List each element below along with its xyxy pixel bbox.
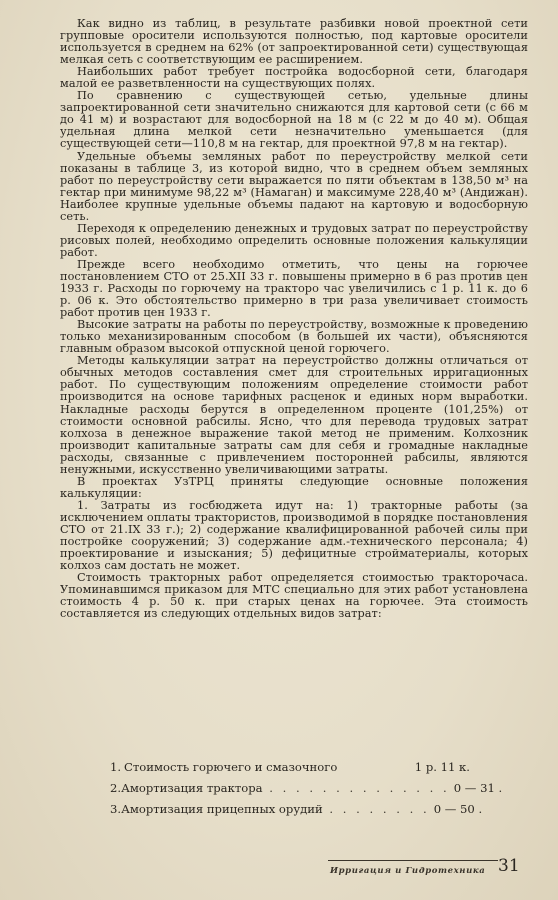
paragraph-8: Методы калькуляции затрат на переустройство должны отличаться от обычных методов составления смет для строительных ирригационных работ. По существующим положениям определение стоимости работ производится на основе тарифных расценок и единых норм выработки. Накладные расходы берутся в определенном проценте (101,25%) от стоимости основной рабсилы. Ясно, что для перевода трудовых затрат колхоза в денежное выражение такой метод не применим. Колхозник производит капитальные затраты сам для себя и громадные накладные расходы, связанные с привлечением посторонней рабсилы, являются ненужными, искусственно увеличивающими затраты. [60,354,528,476]
paragraph-5: Переходя к определению денежных и трудовых затрат по переустройству рисовых полей, необходимо определить основные положения калькуляции работ. [60,221,528,259]
running-footer-journal-title: Ирригация и Гидротехника [330,866,486,876]
cost-item [110,778,503,799]
leader-dots [337,757,410,778]
page-number: 31 [498,856,520,876]
cost-item-name: Амортизация трактора [121,781,263,795]
footer-divider [328,860,498,861]
cost-item-value: 0 — 31 . [453,781,503,795]
paragraph-1: Как видно из таблиц, в результате разбивки новой проектной сети групповые оросители используются полностью, под картовые оросители используется в среднем на 62% (от запроектированной сети) существующая мелкая сеть с соответствующим ее расширением. [60,17,528,67]
leader-dots: . . . . . . . . [322,802,430,816]
paragraph-9: В проектах УзТРЦ приняты следующие основные положения калькуляции: [60,474,528,500]
paragraph-2: Наибольших работ требует постройка водосборной сети, благодаря малой ее разветвленности на существующих полях. [60,65,528,91]
cost-item [110,799,483,820]
cost-item-number: 1. [110,760,122,774]
paragraph-11: Стоимость тракторных работ определяется стоимостью тракторочаса. Упоминавшимся приказом для МТС специально для этих работ установлена стоимость 4 р. 50 к. при старых ценах на горючее. Эта стоимость составляется из следующих отдельных видов затрат: [60,571,528,621]
cost-item-value: 0 — 50 . [433,802,483,816]
cost-item-name: Стоимость горючего и смазочного [124,760,338,774]
cost-item-number: 3. [110,802,122,816]
paragraph-3: По сравнению с существующей сетью, удельные длины запроектированной сети значительно снижаются для картовой сети (с 66 м до 41 м) и возрастают для водосборной на 18 м (с 22 м до 40 м). Общая удельная длина мелкой сети незначительно уменьшается (для существующей сети—110,8 м на гектар, для проектной 97,8 м на гектар). [60,89,528,151]
cost-list [110,757,503,820]
cost-item-name: Амортизация прицепных орудий [121,802,323,816]
leader-dots: . . . . . . . . . . . . . . [262,781,450,795]
body-text [60,18,528,620]
paragraph-10: 1. Затраты из госбюджета идут на: 1) тракторные работы (за исключением оплаты трактористов, производимой в порядке постановления СТО от 21.IX 33 г.); 2) содержание квалифицированной рабочей силы при постройке сооружений; 3) содержание адм.-технического персонала; 4) проектирование и изыскания; 5) дефицитные стройматериалы, которых колхоз сам достать не может. [60,498,528,573]
cost-item [110,757,470,778]
paragraph-7: Высокие затраты на работы по переустройству, возможные к проведению только механизированным способом (в большей их части), объясняются главным образом высокой отпускной ценой горючего. [60,318,528,356]
cost-item-number: 2. [110,781,122,795]
paragraph-4: Удельные объемы земляных работ по переустройству мелкой сети показаны в таблице 3, из которой видно, что в среднем объем земляных работ по переустройству сети выражается по пяти объектам в 138,50 м³ на гектар при минимуме 98,22 м³ (Намаган) и максимуме 228,40 м³ (Андижан). Наиболее крупные удельные объемы падают на картовую и водосборную сеть. [60,149,528,223]
paragraph-6: Прежде всего необходимо отметить, что цены на горючее постановлением СТО от 25.XII 33 г. повышены примерно в 6 раз против цен 1933 г. Расходы по горючему на тракторо час увеличились с 1 р. 11 к. до 6 р. 06 к. Это обстоятельство примерно в три раза увеличивает стоимость работ против цен 1933 г. [60,257,528,320]
cost-item-value: 1 р. 11 к. [414,760,470,774]
